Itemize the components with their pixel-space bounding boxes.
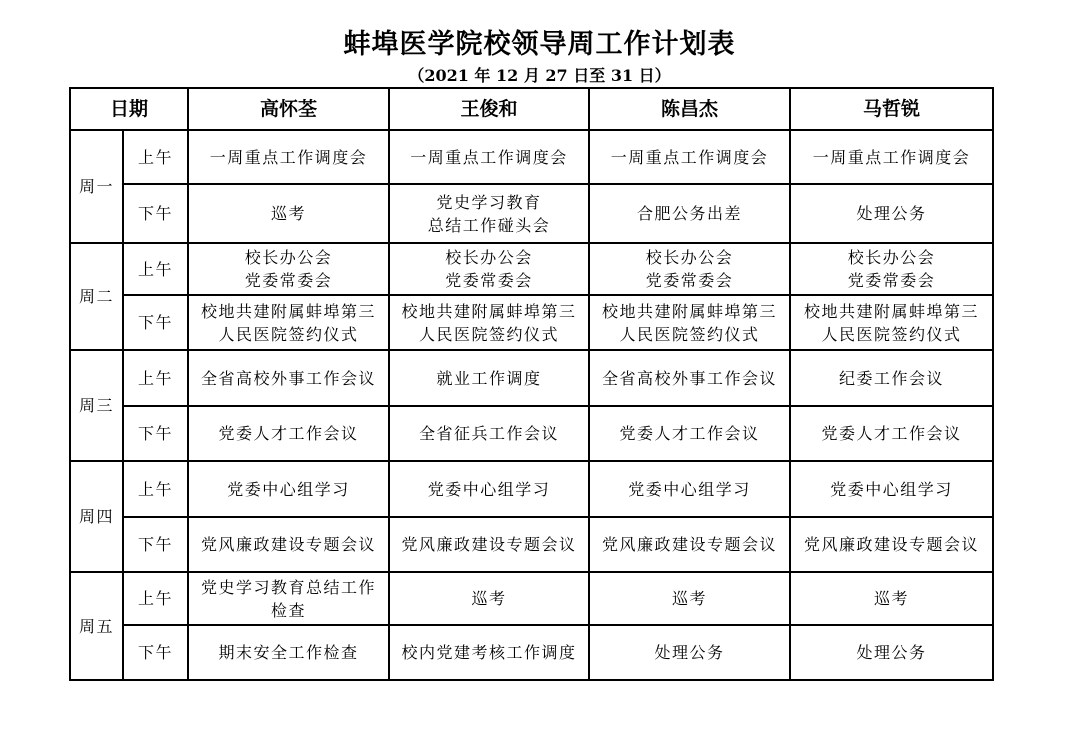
header-leader-4: 马哲锐 (790, 88, 993, 130)
header-row (70, 88, 993, 130)
am-label: 上午 (123, 461, 188, 517)
table-row (70, 461, 993, 517)
schedule-cell (790, 350, 993, 406)
schedule-cell (589, 406, 790, 461)
cell-line: 校地共建附属蚌埠第三 (602, 301, 778, 321)
schedule-cell (790, 130, 993, 184)
schedule-cell (790, 461, 993, 517)
pm-label: 下午 (123, 406, 188, 461)
schedule-cell (790, 184, 993, 243)
cell-line: 党委中心组学习 (628, 479, 751, 499)
day-label: 周四 (70, 461, 123, 572)
am-label: 上午 (123, 350, 188, 406)
cell-line: 党委常委会 (847, 271, 936, 290)
cell-line: 期末安全工作检查 (218, 643, 359, 662)
cell-line: 党风廉政建设专题会议 (804, 535, 980, 554)
am-label: 上午 (123, 243, 188, 295)
cell-line: 巡考 (874, 589, 910, 608)
cell-line: 全省高校外事工作会议 (201, 368, 377, 388)
schedule-cell (589, 625, 790, 680)
am-label: 上午 (123, 572, 188, 625)
day-label: 周五 (70, 572, 123, 680)
cell-line: 全省征兵工作会议 (419, 424, 560, 443)
cell-line: 党委人才工作会议 (619, 424, 760, 443)
table-row (70, 184, 993, 243)
cell-line: 党史学习教育 (436, 192, 542, 212)
cell-line: 校长办公会 (645, 248, 734, 267)
cell-line: 处理公务 (856, 643, 927, 662)
cell-line: 全省高校外事工作会议 (602, 368, 778, 388)
schedule-cell (790, 406, 993, 461)
cell-line: 巡考 (271, 204, 307, 223)
schedule-cell (589, 572, 790, 625)
schedule-cell (188, 625, 389, 680)
cell-line: 人民医院签约仪式 (218, 324, 359, 344)
schedule-cell (790, 517, 993, 572)
cell-line: 党委常委会 (645, 271, 734, 290)
cell-line: 校长办公会 (847, 248, 936, 267)
schedule-cell (389, 572, 589, 625)
schedule-cell (589, 350, 790, 406)
table-row (70, 350, 993, 406)
schedule-cell (188, 517, 389, 572)
cell-line: 党委中心组学习 (427, 479, 551, 499)
schedule-cell (389, 295, 589, 350)
schedule-cell (188, 243, 389, 295)
cell-line: 检查 (271, 600, 307, 620)
schedule-cell (389, 406, 589, 461)
cell-line: 党史学习教育总结工作 (201, 577, 377, 597)
table-row (70, 295, 993, 350)
table-row (70, 572, 993, 625)
header-leader-3: 陈昌杰 (589, 88, 790, 130)
cell-line: 党委中心组学习 (227, 479, 350, 499)
cell-line: 处理公务 (654, 643, 725, 662)
cell-line: 人民医院签约仪式 (419, 324, 560, 344)
schedule-cell (589, 130, 790, 184)
schedule-cell (790, 625, 993, 680)
cell-line: 党风廉政建设专题会议 (201, 535, 377, 554)
day-label: 周一 (70, 130, 123, 243)
work-plan-table (69, 87, 994, 681)
schedule-cell (790, 295, 993, 350)
cell-line: 校地共建附属蚌埠第三 (201, 301, 377, 321)
pm-label: 下午 (123, 184, 188, 243)
cell-line: 处理公务 (856, 204, 927, 223)
table-row (70, 243, 993, 295)
cell-line: 一周重点工作调度会 (410, 147, 568, 167)
schedule-cell (790, 572, 993, 625)
table-row (70, 625, 993, 680)
schedule-cell (389, 350, 589, 406)
table-row (70, 406, 993, 461)
cell-line: 一周重点工作调度会 (610, 147, 769, 167)
page-title: 蚌埠医学院校领导周工作计划表 (343, 29, 736, 60)
schedule-cell (389, 184, 589, 243)
cell-line: 合肥公务出差 (637, 204, 743, 223)
pm-label: 下午 (123, 295, 188, 350)
cell-line: 校地共建附属蚌埠第三 (804, 301, 980, 321)
cell-line: 校长办公会 (445, 248, 533, 267)
cell-line: 人民医院签约仪式 (619, 324, 760, 344)
am-label: 上午 (123, 130, 188, 184)
cell-line: 总结工作碰头会 (427, 215, 551, 235)
table-row (70, 130, 993, 184)
cell-line: 党委人才工作会议 (218, 424, 359, 443)
schedule-cell (188, 572, 389, 625)
table-row (70, 517, 993, 572)
cell-line: 党委常委会 (244, 271, 333, 290)
cell-line: 党风廉政建设专题会议 (401, 535, 577, 554)
cell-line: 巡考 (471, 589, 507, 608)
cell-line: 党风廉政建设专题会议 (602, 535, 778, 554)
cell-line: 一周重点工作调度会 (812, 147, 971, 167)
pm-label: 下午 (123, 625, 188, 680)
cell-line: 一周重点工作调度会 (209, 147, 368, 167)
schedule-cell (188, 130, 389, 184)
schedule-cell (589, 243, 790, 295)
cell-line: 校地共建附属蚌埠第三 (401, 301, 577, 321)
schedule-cell (589, 184, 790, 243)
schedule-cell (389, 517, 589, 572)
day-label: 周二 (70, 243, 123, 350)
cell-line: 校内党建考核工作调度 (401, 643, 577, 662)
cell-line: 党委常委会 (445, 271, 533, 290)
schedule-cell (589, 461, 790, 517)
day-label: 周三 (70, 350, 123, 461)
header-date: 日期 (70, 88, 188, 130)
schedule-cell (389, 243, 589, 295)
schedule-cell (790, 243, 993, 295)
schedule-cell (188, 184, 389, 243)
schedule-cell (188, 461, 389, 517)
date-range-subtitle: （2021 年 12 月 27 日至 31 日） (408, 66, 671, 85)
schedule-cell (589, 295, 790, 350)
pm-label: 下午 (123, 517, 188, 572)
schedule-cell (389, 461, 589, 517)
schedule-cell (188, 295, 389, 350)
cell-line: 党委人才工作会议 (821, 424, 962, 443)
schedule-cell (589, 517, 790, 572)
cell-line: 党委中心组学习 (830, 479, 953, 499)
schedule-cell (188, 406, 389, 461)
cell-line: 人民医院签约仪式 (821, 324, 962, 344)
cell-line: 校长办公会 (244, 248, 333, 267)
header-leader-2: 王俊和 (389, 88, 589, 130)
cell-line: 巡考 (672, 589, 708, 608)
cell-line: 纪委工作会议 (839, 368, 945, 388)
schedule-cell (389, 130, 589, 184)
header-leader-1: 高怀荃 (188, 88, 389, 130)
schedule-cell (389, 625, 589, 680)
schedule-cell (188, 350, 389, 406)
cell-line: 就业工作调度 (436, 368, 542, 388)
